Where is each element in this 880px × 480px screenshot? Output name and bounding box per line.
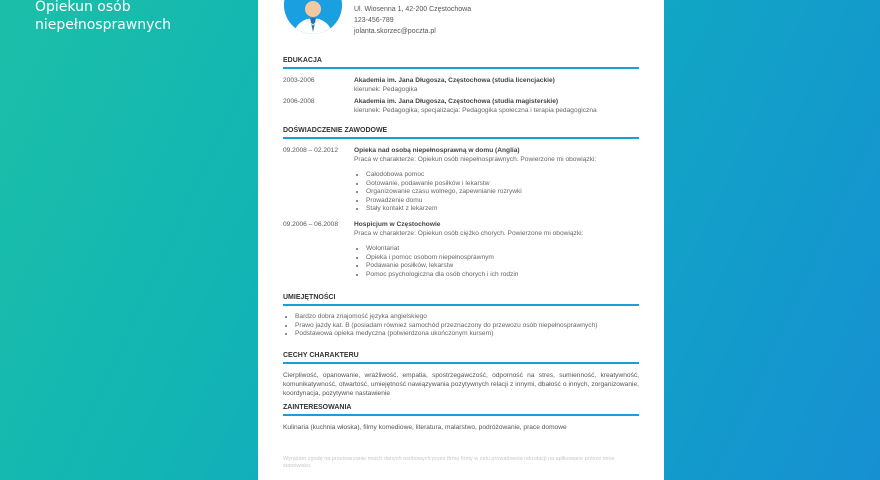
education-section — [283, 57, 639, 115]
contact-address: Ul. Wiosenna 1, 42-200 Częstochowa — [354, 6, 472, 13]
experience-entry — [283, 146, 639, 214]
education-heading: EDUKACJA — [283, 57, 639, 69]
traits-heading: CECHY CHARAKTERU — [283, 352, 639, 364]
duties-list — [354, 245, 639, 279]
experience-title: Hospicjum w Częstochowie — [354, 220, 441, 228]
education-date: 2006-2008 — [283, 98, 315, 105]
profile-photo — [284, 0, 342, 34]
experience-heading: DOŚWIADCZENIE ZAWODOWE — [283, 127, 639, 139]
experience-section — [283, 127, 639, 279]
education-detail: kierunek: Pedagogika — [354, 86, 418, 93]
consent-clause: Wyrażam zgodę na przetwarzanie moich danych osobowych przez firmę firmy w celu prowadzenia rekrutacji na aplikowane przeze mnie stanowisko. — [283, 456, 615, 469]
education-institution: Akademia im. Jana Długosza, Częstochowa (studia magisterskie) — [354, 98, 559, 105]
skills-heading: UMIEJĘTNOŚCI — [283, 294, 639, 306]
interests-heading: ZAINTERESOWANIA — [283, 404, 639, 416]
experience-entry — [283, 220, 639, 279]
duties-list — [354, 171, 639, 214]
job-title-line-2: niepełnosprawnych — [35, 17, 171, 33]
duty-item: • Podawanie posiłków, lekarstw — [366, 262, 639, 271]
cv-document — [258, 0, 664, 480]
skills-list — [283, 313, 639, 339]
job-title — [35, 0, 171, 34]
education-entry — [283, 76, 639, 94]
experience-description: Praca w charakterze: Opiekun osób ciężko chorych. Powierzone mi obowiązki: — [354, 229, 584, 237]
contact-email: jolanta.skorzec@poczta.pl — [354, 28, 436, 35]
experience-description: Praca w charakterze: Opiekun osób niepełnosprawnych. Powierzone mi obowiązki: — [354, 156, 597, 163]
experience-title: Opieka nad osobą niepełnosprawną w domu (Anglia) — [354, 147, 520, 154]
contact-phone: 123-456-789 — [354, 17, 394, 24]
interests-text: Kulinaria (kuchnia włoska), filmy komediowe, literatura, malarstwo, podróżowanie, prace domowe — [283, 424, 567, 431]
education-date: 2003-2006 — [283, 77, 315, 84]
contact-info — [354, 4, 471, 37]
education-entry — [283, 97, 639, 115]
skill-item: • Bardzo dobra znajomość języka angielskiego — [295, 313, 639, 322]
traits-section — [283, 352, 639, 398]
duty-item: • Pomoc psychologiczna dla osób chorych i ich rodzin — [366, 271, 639, 280]
skill-item: • Prawo jazdy kat. B (posiadam również samochód przeznaczony do przewozu osób niepełnosprawnych) — [295, 322, 639, 331]
duty-item: • Gotowanie, podawanie posiłków i lekarstw — [366, 180, 639, 189]
person-icon — [284, 0, 342, 34]
traits-text: Cierpliwość, opanowanie, wrażliwość, empatia, spostrzegawczość, odporność na stres, sumienność, kreatywność, komunikatywność, otwartość, umiejętność nawiązywania pozytywnych relacji z innymi, dbałość o innych, zorganizowanie, koordynacja, pozytywne nastawienie — [283, 372, 639, 397]
duty-item: • Prowadzenie domu — [366, 197, 639, 206]
duty-item: • Całodobowa pomoc — [366, 171, 639, 180]
education-institution: Akademia im. Jana Długosza, Częstochowa (studia licencjackie) — [354, 77, 555, 84]
interests-section — [283, 404, 639, 432]
skills-section — [283, 294, 639, 339]
duty-item: • Organizowanie czasu wolnego, zapewnianie rozrywki — [366, 188, 639, 197]
experience-date: 09.2008 – 02.2012 — [283, 147, 339, 154]
duty-item: • Opieka i pomoc osobom niepełnosprawnym — [366, 254, 639, 263]
duty-item: • Stały kontakt z lekarzem — [366, 205, 639, 214]
education-detail: kierunek: Pedagogika, specjalizacja: Pedagogika społeczna i terapia pedagogiczna — [354, 107, 597, 114]
skill-item: • Podstawowa opieka medyczna (potwierdzona ukończonym kursem) — [295, 330, 639, 339]
job-title-line-1: Opiekun osób — [35, 0, 131, 15]
experience-date: 09.2006 – 06.2008 — [283, 220, 339, 228]
duty-item: • Wolontariat — [366, 245, 639, 254]
